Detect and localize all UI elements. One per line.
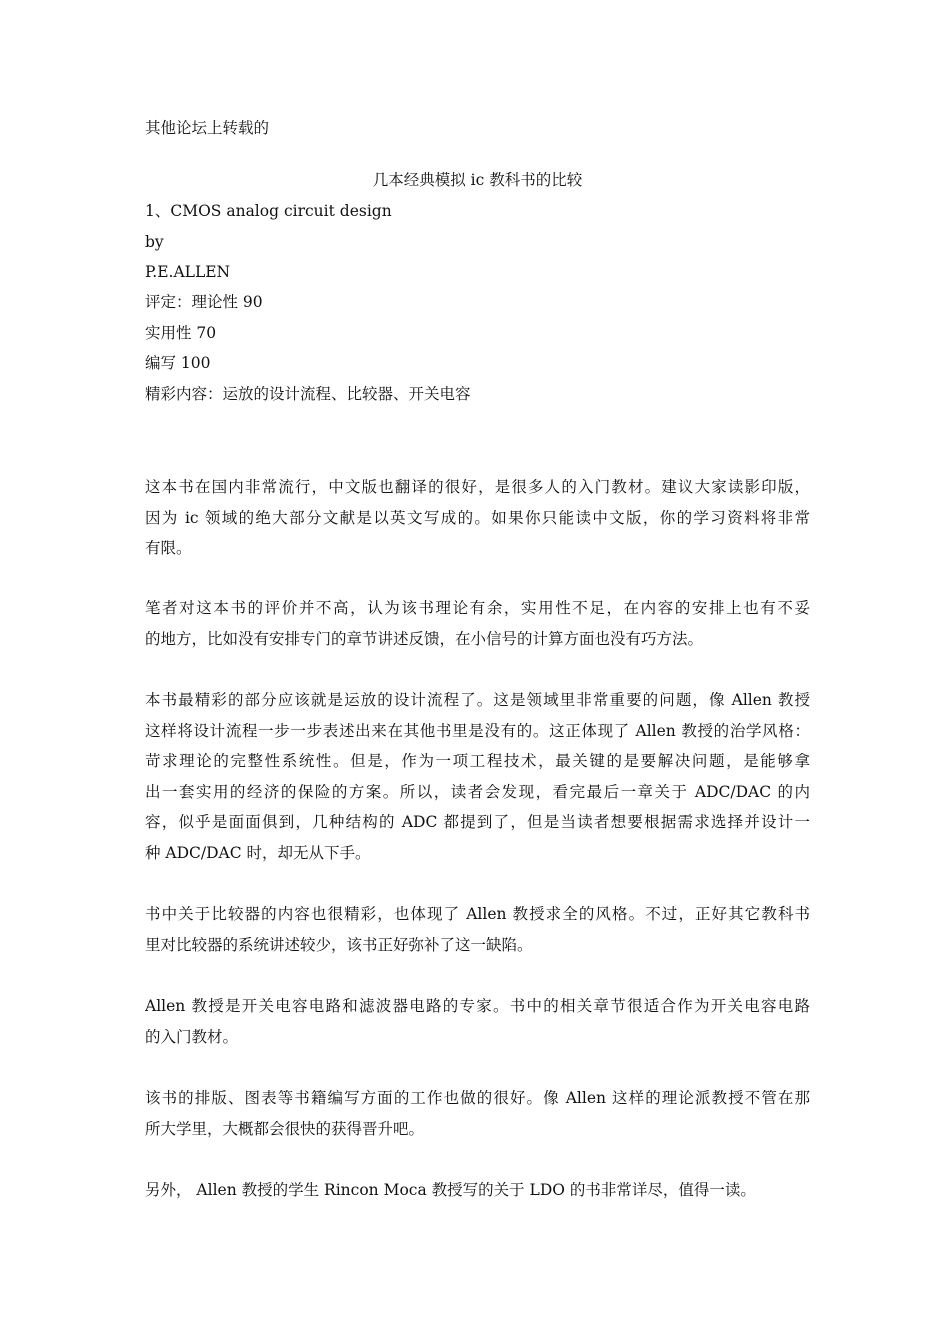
paragraph-line: 书中关于比较器的内容也很精彩，也体现了 Allen 教授求全的风格。不过，正好其它教科书	[145, 905, 810, 923]
paragraph-line: 另外， Allen 教授的学生 Rincon Moca 教授写的关于 LDO 的书非常详尽，值得一读。	[145, 1181, 756, 1199]
document-title: 几本经典模拟 ic 教科书的比较	[372, 171, 583, 189]
paragraph-ldo-note	[145, 1175, 810, 1206]
rating-theory: 评定：理论性 90	[145, 293, 263, 311]
paragraph-line: 因为 ic 领域的绝大部分文献是以英文写成的。如果你只能读中文版，你的学习资料将非常	[145, 508, 810, 527]
paragraph-line: 苛求理论的完整性系统性。但是，作为一项工程技术，最关键的是要解决问题，是能够拿	[145, 752, 810, 770]
paragraph-line: 这样将设计流程一步一步表述出来在其他书里是没有的。这正体现了 Allen 教授的治学风格：	[145, 721, 810, 740]
paragraph-line: 该书的排版、图表等书籍编写方面的工作也做的很好。像 Allen 这样的理论派教授不管在那	[145, 1089, 810, 1107]
book-heading: 1、CMOS analog circuit design	[145, 202, 392, 220]
paragraph-critique	[145, 593, 810, 654]
paragraph-line: 的入门教材。	[145, 1027, 239, 1046]
header-note: 其他论坛上转载的	[145, 119, 270, 137]
paragraph-line: 笔者对这本书的评价并不高，认为该书理论有余，实用性不足，在内容的安排上也有不妥	[145, 599, 810, 617]
paragraph-line: 里对比较器的系统讲述较少，该书正好弥补了这一缺陷。	[145, 935, 533, 954]
book-highlights: 精彩内容：运放的设计流程、比较器、开关电容	[145, 385, 471, 403]
paragraph-line: 有限。	[145, 539, 192, 557]
paragraph-popularity	[145, 472, 810, 564]
paragraph-line: 的地方，比如没有安排专门的章节讲述反馈，在小信号的计算方面也没有巧方法。	[145, 629, 704, 648]
paragraph-line: 所大学里，大概都会很快的获得晋升吧。	[145, 1119, 425, 1138]
paragraph-switched-cap	[145, 991, 810, 1052]
paragraph-line: 出一套实用的经济的保险的方案。所以，读者会发现，看完最后一章关于 ADC/DAC 的内	[145, 782, 810, 801]
paragraph-line: 本书最精彩的部分应该就是运放的设计流程了。这是领域里非常重要的问题，像 Allen 教授	[145, 691, 810, 709]
rating-writing: 编写 100	[145, 354, 211, 372]
paragraph-line: 容，似乎是面面俱到，几种结构的 ADC 都提到了，但是当读者想要根据需求选择并设计一	[145, 813, 810, 831]
book-by: by	[145, 233, 164, 251]
paragraph-comparator	[145, 899, 810, 960]
book-author: P.E.ALLEN	[145, 263, 231, 281]
paragraph-line: 种 ADC/DAC 时，却无从下手。	[145, 843, 371, 862]
paragraph-design-flow	[145, 685, 810, 868]
paragraph-typesetting	[145, 1083, 810, 1144]
rating-practical: 实用性 70	[145, 324, 217, 342]
paragraph-line: 这本书在国内非常流行，中文版也翻译的很好，是很多人的入门教材。建议大家读影印版，	[145, 478, 810, 496]
paragraph-line: Allen 教授是开关电容电路和滤波器电路的专家。书中的相关章节很适合作为开关电容电路	[145, 997, 810, 1015]
